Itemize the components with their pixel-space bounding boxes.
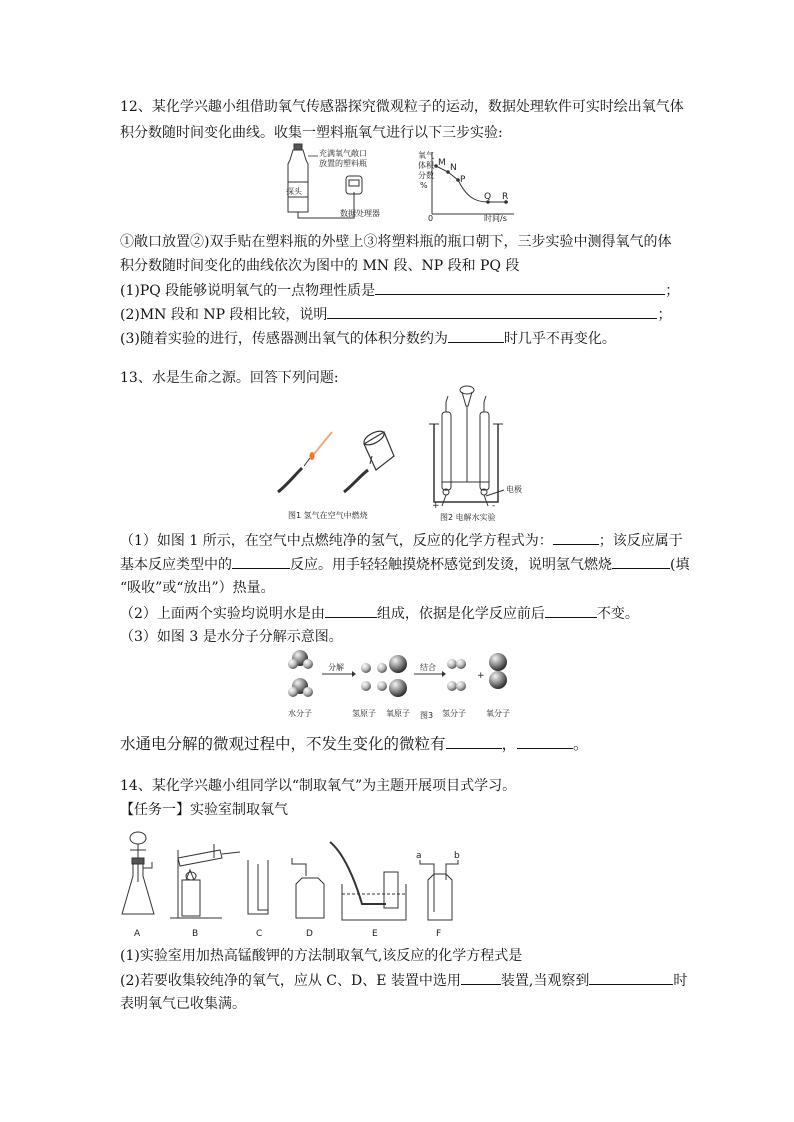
label-b: B — [192, 929, 199, 939]
label-f: F — [436, 929, 442, 939]
q13-sub1-line1: （1）如图 1 所示，在空气中点燃纯净的氢气，反应的化学方程式为： ；该反应属于 — [120, 530, 680, 551]
fig1-caption: 图1 氢气在空气中燃烧 — [288, 511, 368, 520]
electrode-label: 电极 — [506, 485, 522, 494]
q12-body-line1: ①敞口放置②)双手贴在塑料瓶的外壁上③将塑料瓶的瓶口朝下，三步实验中测得氧气的体 — [120, 234, 672, 250]
bottle-label-2: 放置的塑料瓶 — [319, 159, 367, 168]
decompose-label: 分解 — [328, 663, 344, 672]
x-label: 时间/s — [484, 214, 507, 222]
flame-icon — [310, 452, 315, 460]
label-c: C — [256, 929, 263, 939]
answer-blank[interactable] — [553, 530, 599, 545]
q13-sub1-line2: 基本反应类型中的 反应。用手轻轻触摸烧杯感觉到发烫，说明氢气燃烧 (填 — [120, 554, 680, 575]
plus-sign: + — [477, 671, 485, 681]
label-r: R — [502, 192, 509, 202]
answer-blank[interactable] — [325, 603, 377, 618]
answer-blank[interactable] — [232, 554, 290, 569]
fig2-caption: 图2 电解水实验 — [440, 513, 496, 522]
answer-blank[interactable] — [448, 328, 504, 343]
answer-blank[interactable] — [589, 970, 673, 985]
anode-sign: + — [432, 501, 440, 511]
plastic-bottle — [288, 144, 308, 212]
label-p: P — [460, 175, 466, 185]
q12-sub1: (1)PQ 段能够说明氧气的一点物理性质是 ； — [120, 280, 680, 301]
q13-molecule-figure — [286, 646, 530, 722]
data-processor — [346, 176, 362, 194]
label-e: E — [372, 929, 378, 939]
separate-atoms — [361, 655, 407, 697]
answer-blank[interactable] — [446, 734, 502, 749]
label-q: Q — [484, 192, 492, 202]
q14-title: 14、某化学兴趣小组同学以“制取氧气”为主题开展项目式学习。 — [120, 778, 517, 794]
label-a: A — [134, 929, 141, 939]
apparatus-d — [292, 858, 324, 918]
q13-title: 13、水是生命之源。回答下列问题: — [120, 370, 339, 386]
apparatus-c — [248, 860, 268, 914]
o-molecule-label: 氧分子 — [486, 709, 510, 718]
q14-sub2-line1: (2)若要收集较纯净的氧气，应从 C、D、E 装置中选用 装置,当观察到 时 — [120, 970, 680, 991]
apparatus-e — [330, 842, 406, 920]
water-molecules — [288, 650, 313, 697]
answer-blank[interactable] — [327, 304, 657, 319]
q12-title-line1: 12、某化学兴趣小组借助氧气传感器探究微观粒子的运动，数据处理软件可实时绘出氧气体 — [120, 99, 684, 115]
q14-task: 【任务一】实验室制取氧气 — [120, 802, 288, 818]
q12-bottle-figure — [284, 142, 414, 222]
port-a-label: a — [416, 851, 422, 861]
label-d: D — [306, 929, 313, 939]
sensor-label: 探头 — [286, 187, 302, 196]
bottle-label-1: 充满氧气敞口 — [319, 149, 367, 158]
oxygen-molecule — [489, 653, 507, 689]
q12-title-line2: 积分数随时间变化曲线。收集一塑料瓶氧气进行以下三步实验: — [120, 125, 503, 141]
apparatus-f — [420, 860, 458, 920]
o-atom-label: 氧原子 — [386, 709, 410, 718]
y-label-2: 体积 — [418, 161, 434, 170]
answer-blank[interactable] — [375, 280, 665, 295]
q14-sub2-line2: 表明氧气已收集满。 — [120, 996, 246, 1012]
label-n: N — [450, 163, 457, 173]
answer-blank[interactable] — [545, 603, 597, 618]
water-label: 水分子 — [288, 709, 312, 718]
answer-blank[interactable] — [461, 970, 501, 985]
answer-blank[interactable] — [612, 554, 670, 569]
q12-body-line2: 积分数随时间变化的曲线依次为图中的 MN 段、NP 段和 PQ 段 — [120, 258, 520, 274]
apparatus-b — [170, 844, 240, 918]
y-label-1: 氧气 — [418, 151, 434, 160]
origin-label: 0 — [428, 214, 434, 222]
q13-conclusion: 水通电分解的微观过程中，不发生变化的微粒有 ， 。 — [120, 735, 589, 753]
cathode-sign: - — [492, 501, 496, 511]
hydrogen-molecules — [447, 659, 466, 691]
q14-apparatus-figure — [116, 824, 466, 942]
q12-sub2: (2)MN 段和 NP 段相比较，说明 ； — [120, 304, 680, 325]
label-m: M — [438, 158, 446, 168]
q13-sub3: （3）如图 3 是水分子分解示意图。 — [120, 629, 343, 645]
q13-figures — [272, 384, 542, 528]
apparatus-a — [122, 832, 154, 914]
electrolysis-figure — [429, 386, 504, 506]
q13-sub1-line3: “吸收”或“放出”）热量。 — [120, 580, 275, 596]
answer-blank[interactable] — [517, 734, 573, 749]
y-label-4: % — [420, 181, 428, 190]
fig3-caption: 图3 — [420, 711, 434, 720]
h-atom-label: 氢原子 — [352, 709, 376, 718]
q12-curve-figure — [418, 148, 518, 222]
processor-label: 数据处理器 — [340, 209, 380, 218]
q12-sub3: (3)随着实验的进行，传感器测出氧气的体积分数约为 时几乎不再变化。 — [120, 328, 680, 349]
hydrogen-burning-figure — [278, 428, 394, 492]
y-label-3: 分数 — [418, 171, 434, 180]
h-molecule-label: 氢分子 — [442, 709, 466, 718]
combine-label: 结合 — [420, 663, 436, 672]
q13-sub2: （2）上面两个实验均说明水是由 组成，依据是化学反应前后 不变。 — [120, 603, 680, 624]
q14-sub1: (1)实验室用加热高锰酸钾的方法制取氧气,该反应的化学方程式是 — [120, 948, 523, 964]
port-b-label: b — [454, 851, 460, 861]
